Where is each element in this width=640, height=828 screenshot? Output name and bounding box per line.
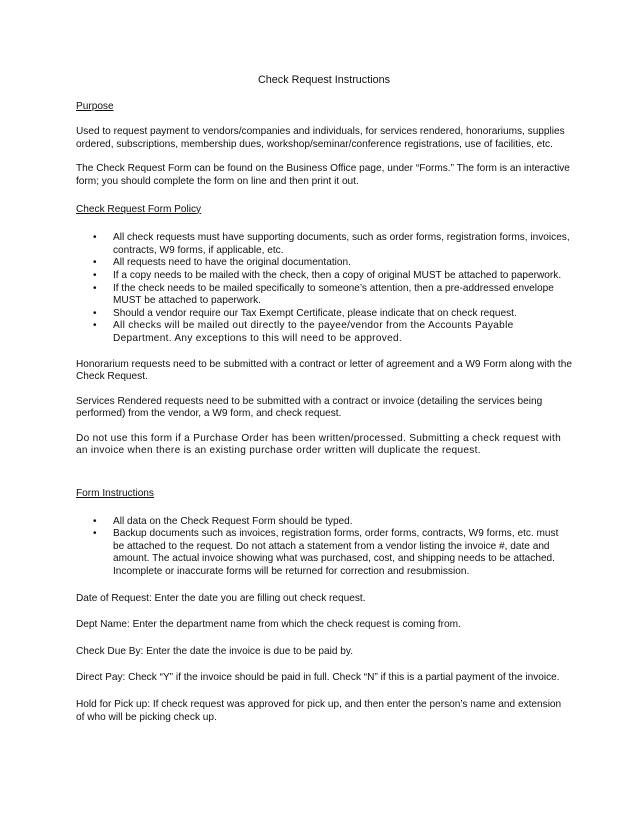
policy-bullet-list [76,232,572,345]
bullet-icon: • [93,257,97,269]
list-item-text: Backup documents such as invoices, registration forms, order forms, contracts, W9 forms, etc. must be attached to the request. Do not attach a statement from a vendor listing the invoice #, date and amount. The actual invoice showing what was purchased, cost, and shipping needs to be attached. Incomplete or inaccurate forms will be returned for correction and resubmission. [113,528,559,578]
list-item-text: All requests need to have the original documentation. [113,257,351,269]
list-item-text: All check requests must have supporting documents, such as order forms, registration forms, invoices, contracts, W9 forms, if applicable, etc. [113,232,570,256]
services-rendered-paragraph: Services Rendered requests need to be submitted with a contract or invoice (detailing the services being performed) from the vendor, a W9 form, and check request. [76,395,543,420]
date-of-request-paragraph: Date of Request: Enter the date you are filling out check request. [76,592,366,604]
list-item [93,269,572,283]
purpose-heading: Purpose [76,100,114,112]
document-title: Check Request Instructions [257,74,391,86]
list-item-text: All checks will be mailed out directly to the payee/vendor from the Accounts Payable Department. Any exceptions to this will need to be approved. [113,320,514,344]
list-item [93,515,572,529]
instructions-bullet-list [76,516,572,579]
hold-for-pickup-paragraph: Hold for Pick up: If check request was approved for pick up, and then enter the person’s name and extension of who will be picking check up. [76,699,562,723]
list-item-text: If a copy needs to be mailed with the check, then a copy of original MUST be attached to paperwork. [113,269,562,281]
purchase-order-paragraph: Do not use this form if a Purchase Order has been written/processed. Submitting a check request with an invoice when there is an existing purchase order written will duplicate the request. [76,432,562,457]
list-item [93,282,572,308]
bullet-icon: • [93,307,97,319]
policy-heading: Check Request Form Policy [76,203,202,215]
bullet-icon: • [93,515,97,527]
bullet-icon: • [93,269,97,281]
list-item [93,320,572,345]
purpose-paragraph-2: The Check Request Form can be found on the Business Office page, under “Forms.” The form is an interactive form; you should complete the form on line and then print it out. [76,163,570,187]
bullet-icon: • [93,528,97,540]
list-item [93,257,572,270]
honorarium-paragraph: Honorarium requests need to be submitted with a contract or letter of agreement and a W9 Form along with the Check Request. [76,358,572,383]
direct-pay-paragraph: Direct Pay: Check “Y” if the invoice should be paid in full. Check “N” if this is a partial payment of the invoice. [76,672,560,684]
bullet-icon: • [93,232,97,244]
purpose-paragraph-1: Used to request payment to vendors/companies and individuals, for services rendered, honorariums, supplies ordered, subscriptions, membership dues, workshop/seminar/conference registrations, use of facilities, etc. [76,126,565,150]
bullet-icon: • [93,282,97,294]
bullet-icon: • [93,320,97,332]
list-item-text: If the check needs to be mailed specifically to someone’s attention, then a pre-addressed envelope MUST be attached to paperwork. [113,282,554,307]
list-item-text: All data on the Check Request Form should be typed. [113,515,353,527]
dept-name-paragraph: Dept Name: Enter the department name from which the check request is coming from. [76,619,461,631]
list-item [93,528,572,578]
list-item-text: Should a vendor require our Tax Exempt Certificate, please indicate that on check request. [113,307,517,319]
check-due-by-paragraph: Check Due By: Enter the date the invoice is due to be paid by. [76,645,353,657]
list-item [93,307,572,321]
list-item [93,232,572,257]
form-instructions-heading: Form Instructions [76,488,154,500]
